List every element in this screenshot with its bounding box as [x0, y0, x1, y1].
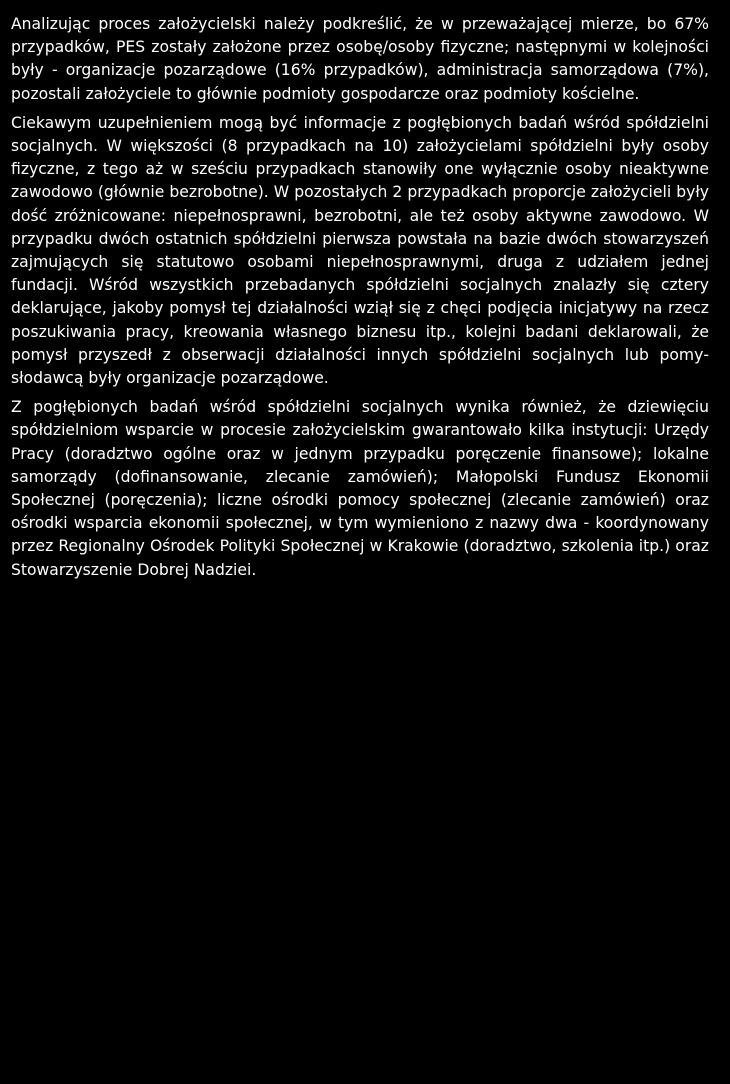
paragraph-founding-process: Analizując proces założycielski należy podkreślić, że w przeważającej mierze, bo 67% przypadków, PES zostały założone przez osobę/osoby fizyczne; następnymi w kolejności były - organizacje pozarządowe (16% przypadków), administracja samorządowa (7%), pozostali założyciele to głównie podmioty gospodarcze oraz podmioty kościelne.	[11, 15, 709, 103]
paragraph-social-cooperatives-research: Ciekawym uzupełnieniem mogą być informacje z pogłębionych badań wśród spółdzielni socjalnych. W większości (8 przypadkach na 10) założycielami spółdzielni były osoby fizyczne, z tego aż w sześciu przypadkach stanowiły one wyłącznie osoby nieaktywne zawodowo (głównie bezrobotne). W pozostałych 2 przypadkach proporcje założycieli były dość zróżnicowane: niepełnosprawni, bezrobotni, ale też osoby aktywne zawodowo. W przypadku dwóch ostatnich spółdzielni pierwsza powstała na bazie dwóch stowarzyszeń zajmujących się statutowo osobami niepełnosprawnymi, druga z udziałem jednej fundacji. Wśród wszystkich przebadanych spółdzielni socjalnych znalazły się cztery deklarujące, jakoby pomysł tej działalności wziął się z chęci podjęcia inicjatywy na rzecz poszukiwania pracy, kreowania własnego biznesu itp., kolejni badani deklarowali, że pomysł przyszedł z obserwacji działalności innych spółdzielni socjalnych lub pomysłodawcą były organizacje pozarządowe.	[11, 113, 709, 388]
document-body	[11, 13, 709, 588]
paragraph-institutional-support: Z pogłębionych badań wśród spółdzielni socjalnych wynika również, że dziewięciu spółdzielniom wsparcie w procesie założycielskim gwarantowało kilka instytucji: Urzędy Pracy (doradztwo ogólne oraz w jednym przypadku poręczenie finansowe); lokalne samorządy (dofinansowanie, zlecanie zamówień); Małopolski Fundusz Ekonomii Społecznej (poręczenia); liczne ośrodki pomocy społecznej (zlecanie zamówień) oraz ośrodki wsparcia ekonomii społecznej, w tym wymieniono z nazwy dwa - koordynowany przez Regionalny Ośrodek Polityki Społecznej w Krakowie (doradztwo, szkolenia itp.) oraz Stowarzyszenie Dobrej Nadziei.	[11, 398, 709, 579]
